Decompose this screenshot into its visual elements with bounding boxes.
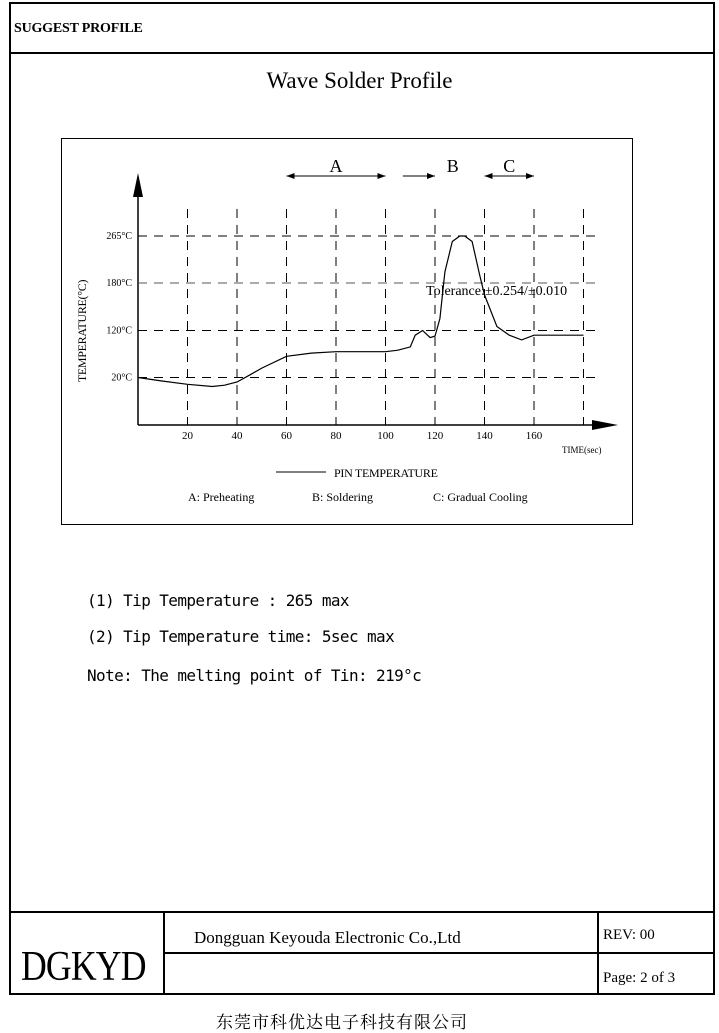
x-axis-arrow-icon <box>592 420 618 430</box>
note-tip-temperature: (1) Tip Temperature : 265 max <box>87 591 349 610</box>
logo-cell <box>9 913 165 995</box>
page-title: Wave Solder Profile <box>266 68 453 93</box>
x-tick-label: 40 <box>231 430 243 442</box>
company-name-en: Dongguan Keyouda Electronic Co.,Ltd <box>194 928 461 947</box>
company-name-cell <box>165 913 597 954</box>
company-name-cn: 东莞市科优达电子科技有限公司 <box>216 1013 468 1033</box>
page-number: Page: 2 of 3 <box>603 970 676 986</box>
legend-label: PIN TEMPERATURE <box>334 466 438 480</box>
y-axis-arrow-icon <box>133 173 143 197</box>
zone-legend-b: B: Soldering <box>312 490 374 504</box>
x-tick-label: 140 <box>476 430 493 442</box>
footer <box>9 911 715 1033</box>
wave-solder-chart <box>62 139 634 526</box>
y-tick-label: 180°C <box>106 278 132 289</box>
y-tick-label: 120°C <box>106 325 132 337</box>
zone-legend-c: C: Gradual Cooling <box>433 490 528 504</box>
pin-temperature-curve <box>138 236 584 387</box>
x-tick-label: 100 <box>377 430 394 442</box>
x-tick-label: 20 <box>182 430 193 442</box>
x-axis-label: TIME(sec) <box>562 445 602 455</box>
chart-container <box>61 138 633 525</box>
zone-label: A <box>329 156 343 176</box>
rev-page-cell <box>597 913 713 995</box>
zone-arrow-right-icon <box>378 173 386 179</box>
note-melting-point: Note: The melting point of Tin: 219°c <box>87 666 422 685</box>
y-tick-label: 265°C <box>106 231 132 242</box>
header-bar <box>9 2 715 54</box>
y-axis-label: TEMPERATURE(°C) <box>75 279 89 383</box>
zone-label: C <box>503 156 516 176</box>
note-tip-time: (2) Tip Temperature time: 5sec max <box>87 627 395 646</box>
x-tick-label: 160 <box>525 430 543 442</box>
company-logo: DGKYD <box>21 944 146 990</box>
company-name-cn-cell <box>165 954 597 1033</box>
tolerance-annotation: Tolerance:±0.254/±0.010 <box>426 284 568 299</box>
section-title: SUGGEST PROFILE <box>14 21 143 36</box>
zone-legend-a: A: Preheating <box>188 490 255 504</box>
zone-arrow-right-icon <box>427 173 435 179</box>
zone-markers <box>287 156 535 179</box>
zone-arrow-right-icon <box>526 173 534 179</box>
x-tick-label: 60 <box>281 430 292 442</box>
y-tick-label: 20°C <box>111 372 132 384</box>
zone-arrow-left-icon <box>485 173 493 179</box>
zone-arrow-left-icon <box>287 173 295 179</box>
grid-lines <box>138 209 600 425</box>
x-tick-label: 120 <box>426 430 444 442</box>
revision: REV: 00 <box>603 927 655 943</box>
x-tick-label: 80 <box>330 430 342 442</box>
zone-label: B <box>446 156 459 176</box>
rev-cell <box>599 913 713 954</box>
